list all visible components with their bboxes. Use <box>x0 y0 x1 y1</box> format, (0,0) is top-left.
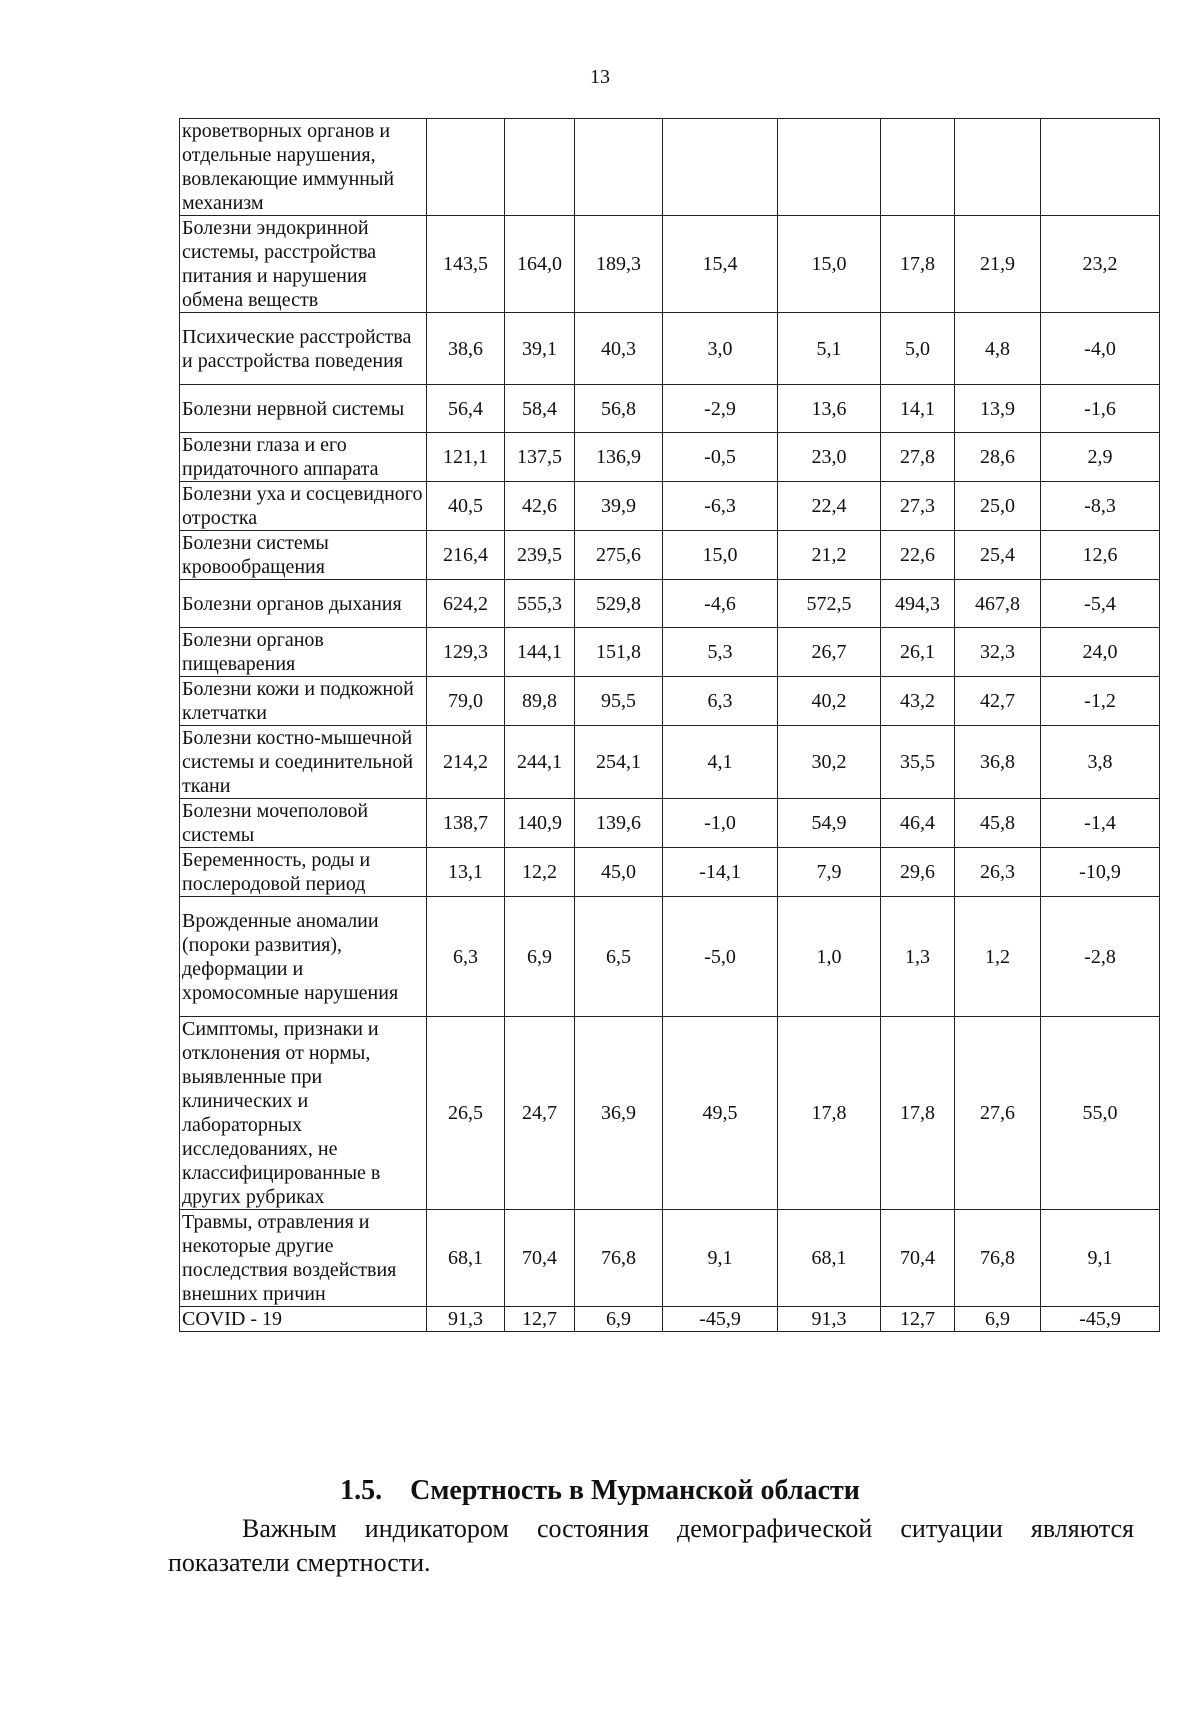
row-label: Болезни уха и сосцевидного отростка <box>180 482 427 531</box>
cell-value: 6,3 <box>663 677 778 726</box>
cell-value: 555,3 <box>505 580 575 628</box>
cell-value: 121,1 <box>427 433 505 482</box>
cell-value <box>1041 119 1160 216</box>
cell-value: 45,8 <box>955 799 1041 848</box>
cell-value: 2,9 <box>1041 433 1160 482</box>
cell-value <box>663 119 778 216</box>
section-heading <box>0 1475 1200 1507</box>
cell-value: 23,0 <box>778 433 881 482</box>
cell-value: 15,0 <box>778 216 881 313</box>
cell-value: 42,6 <box>505 482 575 531</box>
cell-value: 6,5 <box>575 897 663 1017</box>
row-label: Болезни кожи и подкожной клетчатки <box>180 677 427 726</box>
cell-value: 12,7 <box>881 1307 955 1332</box>
cell-value: 29,6 <box>881 848 955 897</box>
cell-value: 79,0 <box>427 677 505 726</box>
row-label: Болезни глаза и его придаточного аппарата <box>180 433 427 482</box>
cell-value: 239,5 <box>505 531 575 580</box>
cell-value: 13,9 <box>955 385 1041 433</box>
row-label: COVID - 19 <box>180 1307 427 1332</box>
table-row <box>180 216 1160 313</box>
table-row <box>180 119 1160 216</box>
cell-value: 144,1 <box>505 628 575 677</box>
cell-value: 494,3 <box>881 580 955 628</box>
cell-value: -1,0 <box>663 799 778 848</box>
cell-value <box>955 119 1041 216</box>
cell-value: -10,9 <box>1041 848 1160 897</box>
cell-value: 68,1 <box>427 1210 505 1307</box>
cell-value: 38,6 <box>427 313 505 385</box>
cell-value: 1,3 <box>881 897 955 1017</box>
cell-value: 70,4 <box>881 1210 955 1307</box>
cell-value: 55,0 <box>1041 1017 1160 1210</box>
table-row <box>180 848 1160 897</box>
cell-value: 572,5 <box>778 580 881 628</box>
row-label: Травмы, отравления и некоторые другие последствия воздействия внешних причин <box>180 1210 427 1307</box>
cell-value: 6,9 <box>575 1307 663 1332</box>
cell-value: 529,8 <box>575 580 663 628</box>
cell-value: 70,4 <box>505 1210 575 1307</box>
cell-value: -45,9 <box>1041 1307 1160 1332</box>
cell-value: 95,5 <box>575 677 663 726</box>
cell-value: 138,7 <box>427 799 505 848</box>
cell-value: 214,2 <box>427 726 505 799</box>
cell-value: -1,4 <box>1041 799 1160 848</box>
table-row <box>180 482 1160 531</box>
table-row <box>180 1210 1160 1307</box>
cell-value: -8,3 <box>1041 482 1160 531</box>
cell-value: -2,8 <box>1041 897 1160 1017</box>
cell-value: 3,8 <box>1041 726 1160 799</box>
cell-value: 136,9 <box>575 433 663 482</box>
cell-value <box>881 119 955 216</box>
row-label: Болезни мочеполовой системы <box>180 799 427 848</box>
row-label: Болезни костно-мышечной системы и соединительной ткани <box>180 726 427 799</box>
table-row <box>180 799 1160 848</box>
cell-value: 24,0 <box>1041 628 1160 677</box>
cell-value: 6,3 <box>427 897 505 1017</box>
cell-value: 129,3 <box>427 628 505 677</box>
cell-value: 9,1 <box>663 1210 778 1307</box>
cell-value: 12,2 <box>505 848 575 897</box>
cell-value <box>778 119 881 216</box>
cell-value: 5,1 <box>778 313 881 385</box>
table-row <box>180 897 1160 1017</box>
cell-value: 22,4 <box>778 482 881 531</box>
cell-value: 151,8 <box>575 628 663 677</box>
cell-value: 24,7 <box>505 1017 575 1210</box>
table-row <box>180 385 1160 433</box>
table-row <box>180 531 1160 580</box>
cell-value: 244,1 <box>505 726 575 799</box>
cell-value: 54,9 <box>778 799 881 848</box>
cell-value: 32,3 <box>955 628 1041 677</box>
cell-value: 76,8 <box>955 1210 1041 1307</box>
row-label: кроветворных органов и отдельные нарушения, вовлекающие иммунный механизм <box>180 119 427 216</box>
cell-value: 12,6 <box>1041 531 1160 580</box>
table-row <box>180 1307 1160 1332</box>
cell-value: 42,7 <box>955 677 1041 726</box>
cell-value: 4,1 <box>663 726 778 799</box>
cell-value: 5,3 <box>663 628 778 677</box>
cell-value: 30,2 <box>778 726 881 799</box>
table-row <box>180 1017 1160 1210</box>
cell-value: 26,7 <box>778 628 881 677</box>
cell-value: 139,6 <box>575 799 663 848</box>
cell-value: 89,8 <box>505 677 575 726</box>
cell-value: 56,4 <box>427 385 505 433</box>
cell-value: 140,9 <box>505 799 575 848</box>
cell-value: 45,0 <box>575 848 663 897</box>
cell-value: 91,3 <box>778 1307 881 1332</box>
cell-value <box>575 119 663 216</box>
cell-value: -2,9 <box>663 385 778 433</box>
section-number: 1.5. <box>340 1475 383 1506</box>
cell-value: 22,6 <box>881 531 955 580</box>
cell-value: -1,2 <box>1041 677 1160 726</box>
cell-value: 76,8 <box>575 1210 663 1307</box>
cell-value: 17,8 <box>778 1017 881 1210</box>
row-label: Болезни нервной системы <box>180 385 427 433</box>
cell-value: -14,1 <box>663 848 778 897</box>
cell-value: 27,6 <box>955 1017 1041 1210</box>
cell-value: 56,8 <box>575 385 663 433</box>
cell-value: 39,9 <box>575 482 663 531</box>
cell-value: -5,4 <box>1041 580 1160 628</box>
cell-value <box>427 119 505 216</box>
cell-value: 40,2 <box>778 677 881 726</box>
cell-value: -5,0 <box>663 897 778 1017</box>
cell-value: 25,4 <box>955 531 1041 580</box>
cell-value: -4,6 <box>663 580 778 628</box>
cell-value: 137,5 <box>505 433 575 482</box>
cell-value: 68,1 <box>778 1210 881 1307</box>
cell-value: 35,5 <box>881 726 955 799</box>
cell-value <box>505 119 575 216</box>
row-label: Психические расстройства и расстройства поведения <box>180 313 427 385</box>
section-paragraph: Важным индикатором состояния демографической ситуации являются показатели смертности. <box>168 1514 1134 1577</box>
table-row <box>180 677 1160 726</box>
cell-value: 27,3 <box>881 482 955 531</box>
cell-value: 17,8 <box>881 216 955 313</box>
cell-value: 6,9 <box>505 897 575 1017</box>
cell-value: -4,0 <box>1041 313 1160 385</box>
cell-value: 1,0 <box>778 897 881 1017</box>
cell-value: 40,5 <box>427 482 505 531</box>
page-number: 13 <box>590 66 610 88</box>
cell-value: 26,5 <box>427 1017 505 1210</box>
cell-value: 28,6 <box>955 433 1041 482</box>
cell-value: 624,2 <box>427 580 505 628</box>
cell-value: 26,1 <box>881 628 955 677</box>
cell-value: 43,2 <box>881 677 955 726</box>
cell-value: 58,4 <box>505 385 575 433</box>
cell-value: 13,1 <box>427 848 505 897</box>
cell-value: -0,5 <box>663 433 778 482</box>
section-title: Смертность в Мурманской области <box>410 1475 860 1506</box>
cell-value: 275,6 <box>575 531 663 580</box>
cell-value: 91,3 <box>427 1307 505 1332</box>
cell-value: 254,1 <box>575 726 663 799</box>
cell-value: -1,6 <box>1041 385 1160 433</box>
cell-value: 36,9 <box>575 1017 663 1210</box>
row-label: Болезни органов дыхания <box>180 580 427 628</box>
cell-value: 46,4 <box>881 799 955 848</box>
row-label: Болезни органов пищеварения <box>180 628 427 677</box>
cell-value: 15,4 <box>663 216 778 313</box>
cell-value: 15,0 <box>663 531 778 580</box>
cell-value: 3,0 <box>663 313 778 385</box>
cell-value: 467,8 <box>955 580 1041 628</box>
table-row <box>180 313 1160 385</box>
cell-value: 164,0 <box>505 216 575 313</box>
cell-value: 23,2 <box>1041 216 1160 313</box>
cell-value: 17,8 <box>881 1017 955 1210</box>
table-body <box>180 119 1160 1332</box>
cell-value: 6,9 <box>955 1307 1041 1332</box>
cell-value: 143,5 <box>427 216 505 313</box>
cell-value: -6,3 <box>663 482 778 531</box>
row-label: Симптомы, признаки и отклонения от нормы, выявленные при клинических и лабораторных исследованиях, не классифицированные в других рубриках <box>180 1017 427 1210</box>
cell-value: 4,8 <box>955 313 1041 385</box>
cell-value: 39,1 <box>505 313 575 385</box>
cell-value: 14,1 <box>881 385 955 433</box>
cell-value: 21,9 <box>955 216 1041 313</box>
cell-value: 40,3 <box>575 313 663 385</box>
cell-value: 25,0 <box>955 482 1041 531</box>
row-label: Болезни эндокринной системы, расстройства питания и нарушения обмена веществ <box>180 216 427 313</box>
cell-value: 1,2 <box>955 897 1041 1017</box>
morbidity-table <box>179 118 1160 1332</box>
cell-value: 216,4 <box>427 531 505 580</box>
cell-value: 49,5 <box>663 1017 778 1210</box>
cell-value: 26,3 <box>955 848 1041 897</box>
cell-value: 13,6 <box>778 385 881 433</box>
cell-value: 5,0 <box>881 313 955 385</box>
row-label: Болезни системы кровообращения <box>180 531 427 580</box>
cell-value: 36,8 <box>955 726 1041 799</box>
cell-value: 189,3 <box>575 216 663 313</box>
cell-value: 21,2 <box>778 531 881 580</box>
cell-value: 27,8 <box>881 433 955 482</box>
table-row <box>180 628 1160 677</box>
table-row <box>180 726 1160 799</box>
row-label: Врожденные аномалии (пороки развития), деформации и хромосомные нарушения <box>180 897 427 1017</box>
table-row <box>180 580 1160 628</box>
table-row <box>180 433 1160 482</box>
cell-value: 7,9 <box>778 848 881 897</box>
cell-value: -45,9 <box>663 1307 778 1332</box>
cell-value: 9,1 <box>1041 1210 1160 1307</box>
cell-value: 12,7 <box>505 1307 575 1332</box>
row-label: Беременность, роды и послеродовой период <box>180 848 427 897</box>
